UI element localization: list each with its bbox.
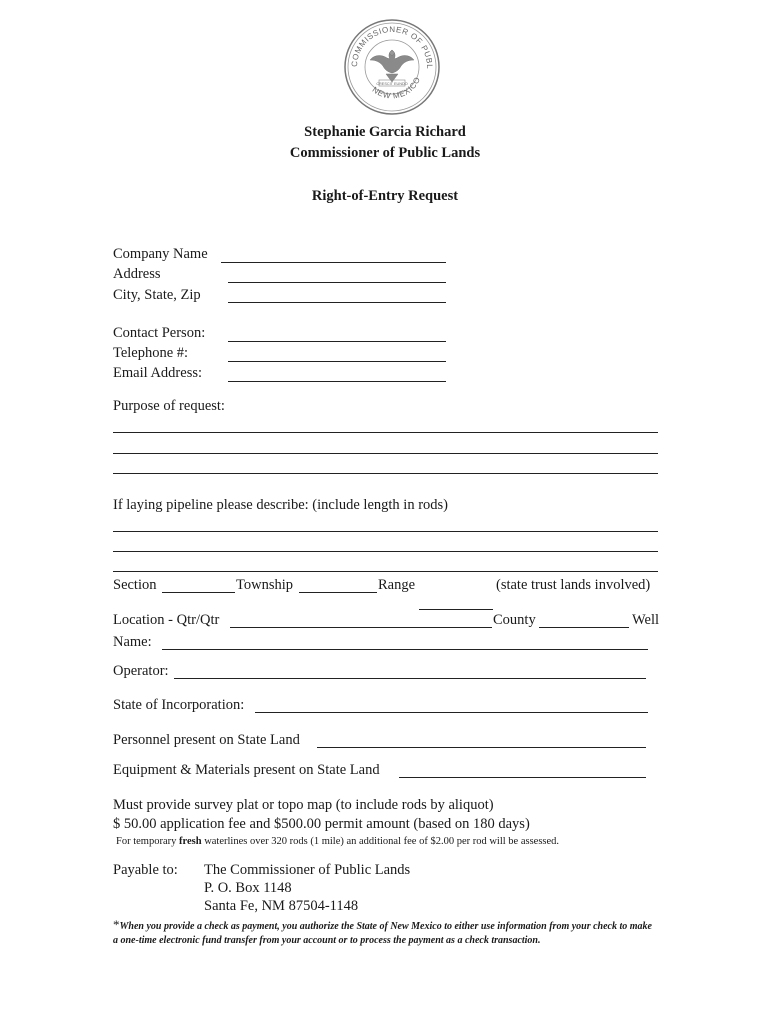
fee-statement: $ 50.00 application fee and $500.00 permit amount (based on 180 days) bbox=[113, 816, 530, 832]
location-field[interactable] bbox=[230, 627, 492, 628]
email-field[interactable] bbox=[228, 381, 446, 382]
township-label: Township bbox=[236, 577, 293, 593]
pipeline-line-3[interactable] bbox=[113, 571, 658, 572]
company-name-field[interactable] bbox=[221, 262, 446, 263]
contact-person-label: Contact Person: bbox=[113, 325, 206, 341]
township-field[interactable] bbox=[299, 592, 377, 593]
location-label: Location - Qtr/Qtr bbox=[113, 612, 220, 628]
form-title: Right-of-Entry Request bbox=[311, 188, 459, 204]
pipeline-label: If laying pipeline please describe: (include length in rods) bbox=[113, 497, 449, 513]
commissioner-name: Stephanie Garcia Richard bbox=[304, 124, 466, 140]
payable-line-3: Santa Fe, NM 87504-1148 bbox=[204, 898, 359, 914]
well-label: Well bbox=[632, 612, 660, 628]
incorporation-field[interactable] bbox=[255, 712, 648, 713]
footnote-text: When you provide a check as payment, you authorize the State of New Mexico to either use information from your check to make a one-time electronic fund transfer from your account or to process the payment as a check transaction. bbox=[113, 921, 652, 946]
seal-outer-text: COMMISSIONER OF PUBL bbox=[349, 24, 435, 70]
temp-note-suffix: waterlines over 320 rods (1 mile) an additional fee of $2.00 per rod will be assessed. bbox=[204, 836, 560, 847]
check-payment-footnote bbox=[113, 918, 653, 948]
company-name-label: Company Name bbox=[113, 246, 208, 262]
personnel-field[interactable] bbox=[317, 747, 646, 748]
city-state-zip-field[interactable] bbox=[228, 302, 446, 303]
personnel-label: Personnel present on State Land bbox=[113, 732, 300, 748]
section-field[interactable] bbox=[162, 592, 235, 593]
temp-note-bold: fresh bbox=[179, 836, 202, 847]
purpose-line-3[interactable] bbox=[113, 473, 658, 474]
incorporation-label: State of Incorporation: bbox=[113, 697, 245, 713]
pipeline-line-2[interactable] bbox=[113, 551, 658, 552]
footnote-star: * bbox=[113, 917, 120, 932]
seal-ribbon-text: CRESCIT EUNDO bbox=[376, 82, 408, 86]
telephone-label: Telephone #: bbox=[113, 345, 189, 361]
address-label: Address bbox=[113, 266, 161, 282]
survey-requirement: Must provide survey plat or topo map (to include rods by aliquot) bbox=[113, 797, 494, 813]
commissioner-title: Commissioner of Public Lands bbox=[289, 145, 481, 161]
city-state-zip-label: City, State, Zip bbox=[113, 287, 201, 303]
temp-note-prefix: For temporary bbox=[116, 836, 177, 847]
svg-text:NEW MEXICO bbox=[371, 75, 423, 100]
payable-line-2: P. O. Box 1148 bbox=[204, 880, 292, 896]
equipment-label: Equipment & Materials present on State Land bbox=[113, 762, 380, 778]
well-name-label: Name: bbox=[113, 634, 152, 650]
seal-bottom-text: NEW MEXICO bbox=[370, 75, 423, 101]
pipeline-line-1[interactable] bbox=[113, 531, 658, 532]
seal-logo bbox=[343, 18, 441, 116]
contact-person-field[interactable] bbox=[228, 341, 446, 342]
purpose-label: Purpose of request: bbox=[113, 398, 225, 414]
telephone-field[interactable] bbox=[228, 361, 446, 362]
address-field[interactable] bbox=[228, 282, 446, 283]
email-label: Email Address: bbox=[113, 365, 203, 381]
payable-label: Payable to: bbox=[113, 862, 178, 878]
operator-field[interactable] bbox=[174, 678, 646, 679]
operator-label: Operator: bbox=[113, 663, 169, 679]
purpose-line-1[interactable] bbox=[113, 432, 658, 433]
range-label: Range bbox=[378, 577, 416, 593]
range-field[interactable] bbox=[419, 609, 493, 610]
well-name-field[interactable] bbox=[162, 649, 648, 650]
section-label: Section bbox=[113, 577, 157, 593]
payable-line-1: The Commissioner of Public Lands bbox=[204, 862, 411, 878]
temporary-waterline-note bbox=[116, 836, 559, 847]
county-field[interactable] bbox=[539, 627, 629, 628]
state-trust-note: (state trust lands involved) bbox=[496, 577, 651, 593]
county-label: County bbox=[493, 612, 536, 628]
equipment-field[interactable] bbox=[399, 777, 646, 778]
purpose-line-2[interactable] bbox=[113, 453, 658, 454]
